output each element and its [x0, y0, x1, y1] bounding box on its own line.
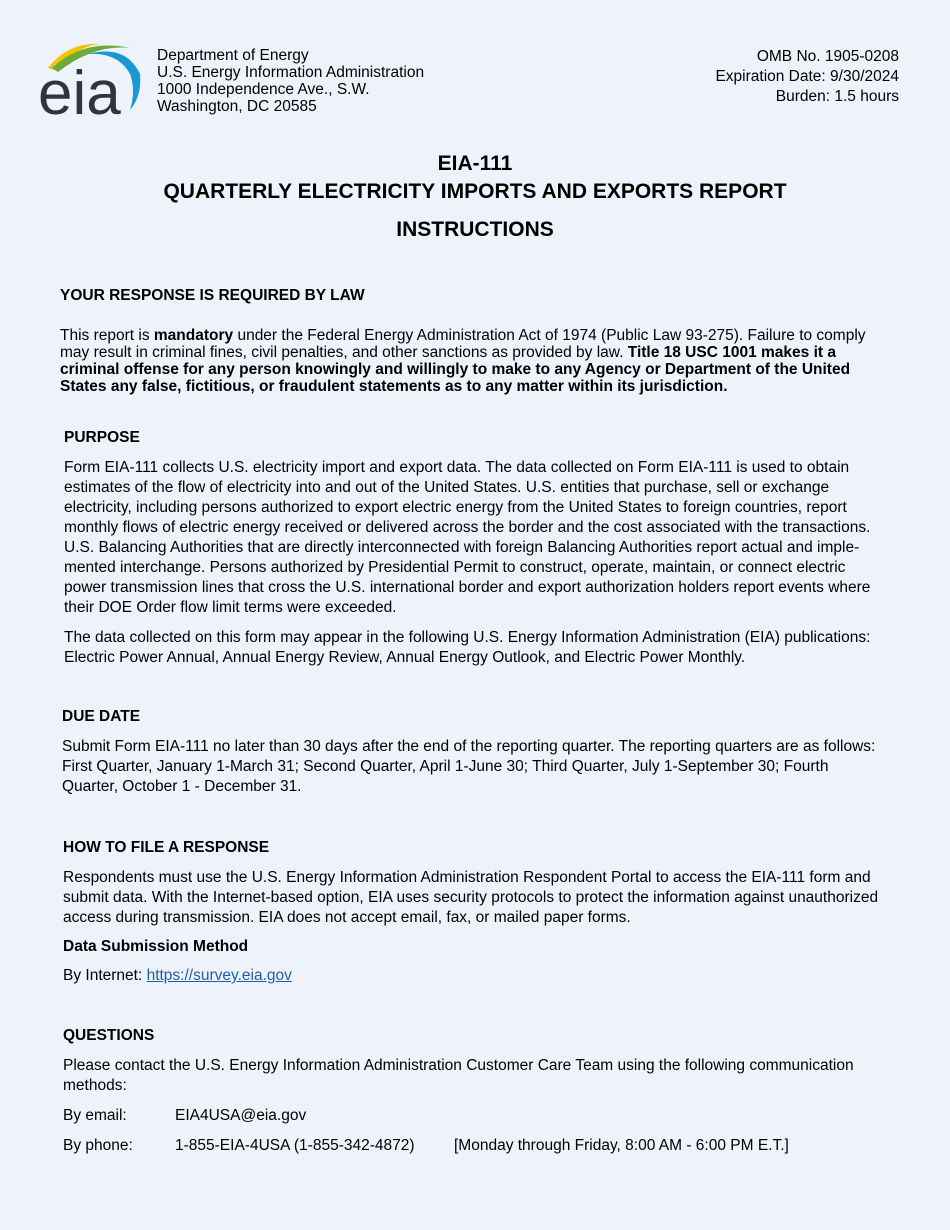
phone-value: 1-855-EIA-4USA (1-855-342-4872): [175, 1137, 415, 1154]
phone-row: [63, 1136, 888, 1156]
how-to-file-section: [63, 839, 888, 986]
form-name: QUARTERLY ELECTRICITY IMPORTS AND EXPORTS REPORT: [163, 180, 787, 203]
agency-line: U.S. Energy Information Administration: [157, 64, 425, 81]
law-mandatory: mandatory: [153, 327, 234, 344]
purpose-section: [64, 429, 888, 668]
how-to-file-heading: HOW TO FILE A RESPONSE: [63, 839, 270, 856]
due-date-section: [62, 708, 888, 797]
due-date-paragraph: Submit Form EIA-111 no later than 30 days after the end of the reporting quarter. The reporting quarters are as follows: First Quarter, January 1-March 31; Second Quarter, April 1-June 30; Third Quarter, July 1-September 30; Fourth Quarter, October 1 - December 31.: [62, 738, 876, 795]
law-paragraph: [60, 327, 895, 395]
omb-number: OMB No. 1905-0208: [756, 48, 899, 65]
eia-logo-icon: [38, 38, 146, 120]
logo-text: eia: [38, 59, 121, 120]
how-to-file-paragraph: Respondents must use the U.S. Energy Information Administration Respondent Portal to access the EIA-111 form and submit data. With the Internet-based option, EIA uses security protocols to protect the information against unauthorized access during transmission. EIA does not accept email, fax, or mailed paper forms.: [63, 869, 879, 926]
law-section: [60, 287, 895, 395]
agency-line: Department of Energy: [157, 47, 309, 64]
submission-method-heading: Data Submission Method: [63, 938, 249, 955]
survey-link[interactable]: https://survey.eia.gov: [146, 967, 292, 984]
purpose-paragraph: Form EIA-111 collects U.S. electricity import and export data. The data collected on Form EIA-111 is used to obtain estimates of the flow of electricity into and out of the United States. U.S. entities that purchase, sell or exchange electricity, including persons authorized to export electric energy from the United States to foreign countries, report monthly flows of electric energy received or delivered across the border and the cost associated with the transactions. U.S. Balancing Authorities that are directly interconnected with foreign Balancing Authorities report actual and imple-mented interchange. Persons authorized by Presidential Permit to construct, operate, maintain, or connect electric power transmission lines that cross the U.S. international border and export authorization holders report events where their DOE Order flow limit terms were exceeded.: [64, 459, 871, 616]
purpose-paragraph: The data collected on this form may appear in the following U.S. Energy Information Administration (EIA) publications: Electric Power Annual, Annual Energy Review, Annual Energy Outlook, and Electric Power Monthly.: [64, 629, 871, 666]
phone-hours: [Monday through Friday, 8:00 AM - 6:00 PM E.T.]: [454, 1137, 789, 1154]
omb-info: [715, 47, 899, 107]
agency-line: Washington, DC 20585: [157, 98, 317, 115]
email-label: By email:: [63, 1107, 127, 1124]
expiration-date: Expiration Date: 9/30/2024: [715, 68, 899, 85]
phone-label: By phone:: [63, 1137, 133, 1154]
burden: Burden: 1.5 hours: [775, 88, 899, 105]
purpose-heading: PURPOSE: [64, 429, 140, 446]
instructions-title: INSTRUCTIONS: [396, 218, 554, 241]
law-text: under the Federal Energy Administration Act of 1974 (Public Law 93-275). Failure to comply may result in criminal fines, civil penalties, and other sanctions as provided by law.: [60, 327, 866, 361]
questions-section: [63, 1027, 888, 1156]
law-criminal-offense: Title 18 USC 1001 makes it a criminal offense for any person knowingly and willingly to make to any Agency or Department of the United States any false, fictitious, or fraudulent statements as to any matter within its jurisdiction.: [60, 344, 851, 395]
email-row: [63, 1106, 888, 1126]
questions-paragraph: Please contact the U.S. Energy Information Administration Customer Care Team using the following communication methods:: [63, 1057, 854, 1094]
due-date-heading: DUE DATE: [62, 708, 141, 725]
questions-heading: QUESTIONS: [63, 1027, 155, 1044]
email-value[interactable]: EIA4USA@eia.gov: [175, 1107, 307, 1124]
document-title: [0, 150, 950, 244]
agency-line: 1000 Independence Ave., S.W.: [157, 81, 370, 98]
internet-line: [63, 966, 888, 986]
form-number: EIA-111: [437, 152, 513, 175]
law-heading: YOUR RESPONSE IS REQUIRED BY LAW: [60, 287, 365, 304]
law-text: This report is: [60, 327, 154, 344]
agency-address: [157, 47, 424, 115]
internet-label: By Internet:: [63, 967, 147, 984]
